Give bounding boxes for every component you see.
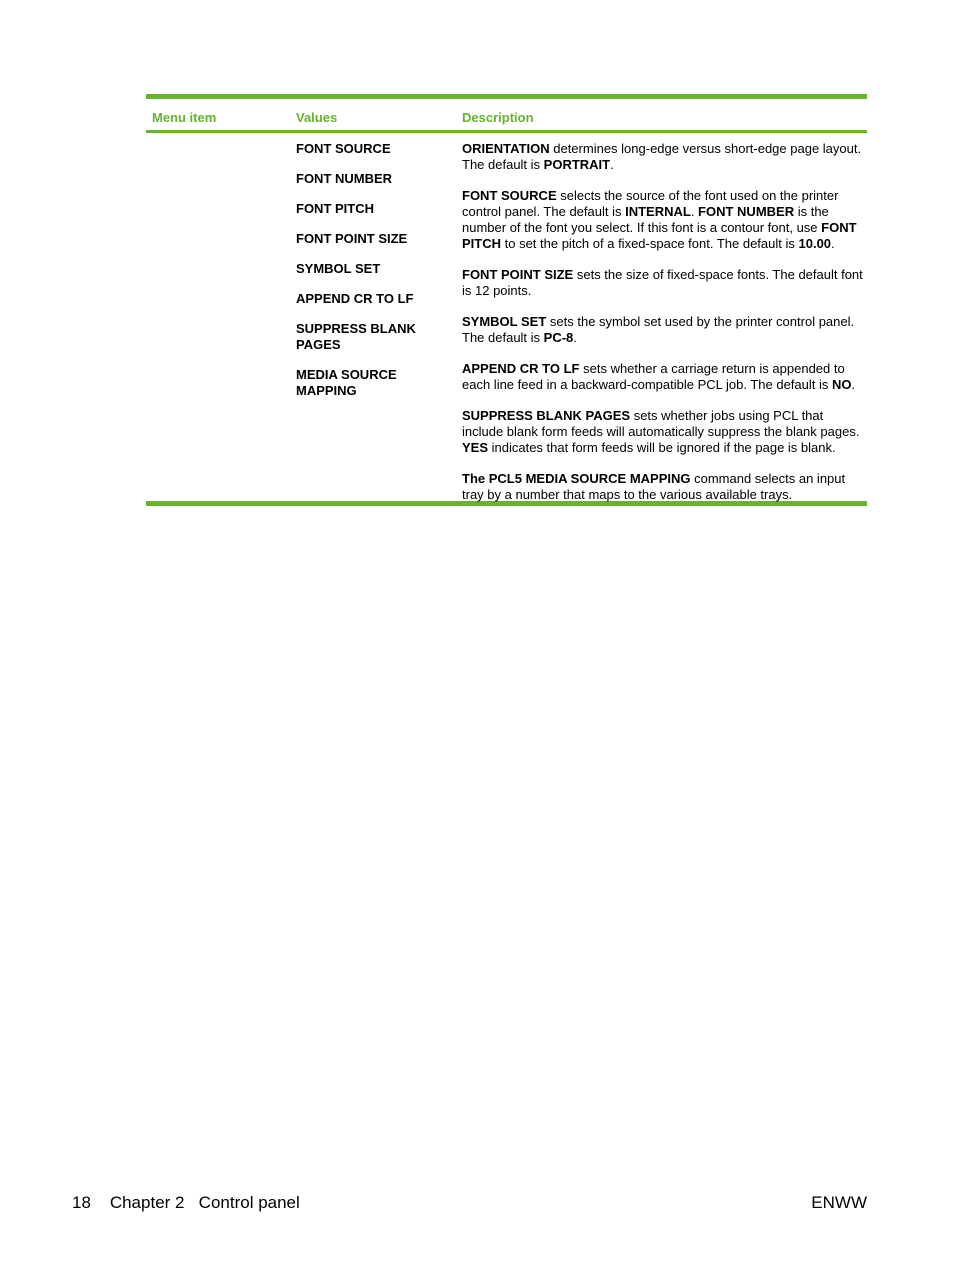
description-term: The PCL5 MEDIA SOURCE MAPPING — [462, 471, 691, 486]
chapter-label: Chapter 2 — [109, 1193, 185, 1212]
description-term: FONT POINT SIZE — [462, 267, 574, 282]
description-term: FONT SOURCE — [462, 188, 557, 203]
description-paragraph — [462, 267, 864, 299]
value-item: FONT PITCH — [296, 201, 374, 216]
description-text: . — [573, 330, 577, 345]
header-menu-item: Menu item — [152, 110, 217, 125]
header-values: Values — [296, 110, 338, 125]
description-text: is the number of the font you select. If this font is a contour font, use — [462, 204, 829, 235]
description-paragraph — [462, 408, 864, 456]
page-number: 18 — [72, 1193, 91, 1212]
values-column — [296, 141, 436, 413]
value-item: SYMBOL SET — [296, 261, 381, 276]
description-paragraph — [462, 314, 864, 346]
description-text: selects the source of the font used on the printer control panel. The default is — [462, 188, 839, 219]
doc-code: ENWW — [811, 1193, 867, 1212]
description-paragraph — [462, 361, 864, 393]
description-column — [462, 141, 864, 518]
description-term: 10.00 — [798, 236, 832, 251]
description-text: sets whether a carriage return is appended to each line feed in a backward-compatible PCL job. The default is — [462, 361, 845, 392]
description-term: PC-8 — [543, 330, 574, 345]
value-item: SUPPRESS BLANK PAGES — [296, 321, 416, 352]
description-term: INTERNAL — [625, 204, 691, 219]
description-text: determines long-edge versus short-edge page layout. The default is — [462, 141, 862, 172]
description-text: sets the size of fixed-space fonts. The default font is 12 points. — [462, 267, 863, 298]
description-term: YES — [462, 440, 489, 455]
value-item: MEDIA SOURCE MAPPING — [296, 367, 397, 398]
description-term: APPEND CR TO LF — [462, 361, 580, 376]
header-description: Description — [462, 110, 534, 125]
description-term: FONT PITCH — [462, 220, 857, 251]
description-text: sets whether jobs using PCL that include blank form feeds will automatically suppress the blank pages. — [462, 408, 860, 439]
description-term: ORIENTATION — [462, 141, 550, 156]
description-term: FONT NUMBER — [698, 204, 795, 219]
description-text: to set the pitch of a fixed-space font. The default is — [501, 236, 799, 251]
description-text: . — [610, 157, 614, 172]
description-text: . — [851, 377, 856, 392]
description-text: . — [831, 236, 835, 251]
section-label: Control panel — [198, 1193, 300, 1212]
value-item: FONT POINT SIZE — [296, 231, 408, 246]
table-header-row — [146, 99, 867, 130]
description-text: . — [690, 204, 699, 219]
footer-left — [72, 1193, 300, 1213]
description-paragraph — [462, 188, 864, 252]
description-term: SYMBOL SET — [462, 314, 547, 329]
value-item: APPEND CR TO LF — [296, 291, 414, 306]
description-term: SUPPRESS BLANK PAGES — [462, 408, 631, 423]
description-term: NO — [832, 377, 852, 392]
settings-table — [146, 94, 867, 506]
description-paragraph — [462, 471, 864, 503]
description-text: indicates that form feeds will be ignored if the page is blank. — [488, 440, 836, 455]
value-item: FONT NUMBER — [296, 171, 393, 186]
description-text: sets the symbol set used by the printer control panel. The default is — [462, 314, 855, 345]
description-term: PORTRAIT — [543, 157, 611, 172]
value-item: FONT SOURCE — [296, 141, 391, 156]
description-paragraph — [462, 141, 864, 173]
table-row — [146, 133, 867, 501]
description-text: command selects an input tray by a number that maps to the various available trays. — [462, 471, 846, 502]
